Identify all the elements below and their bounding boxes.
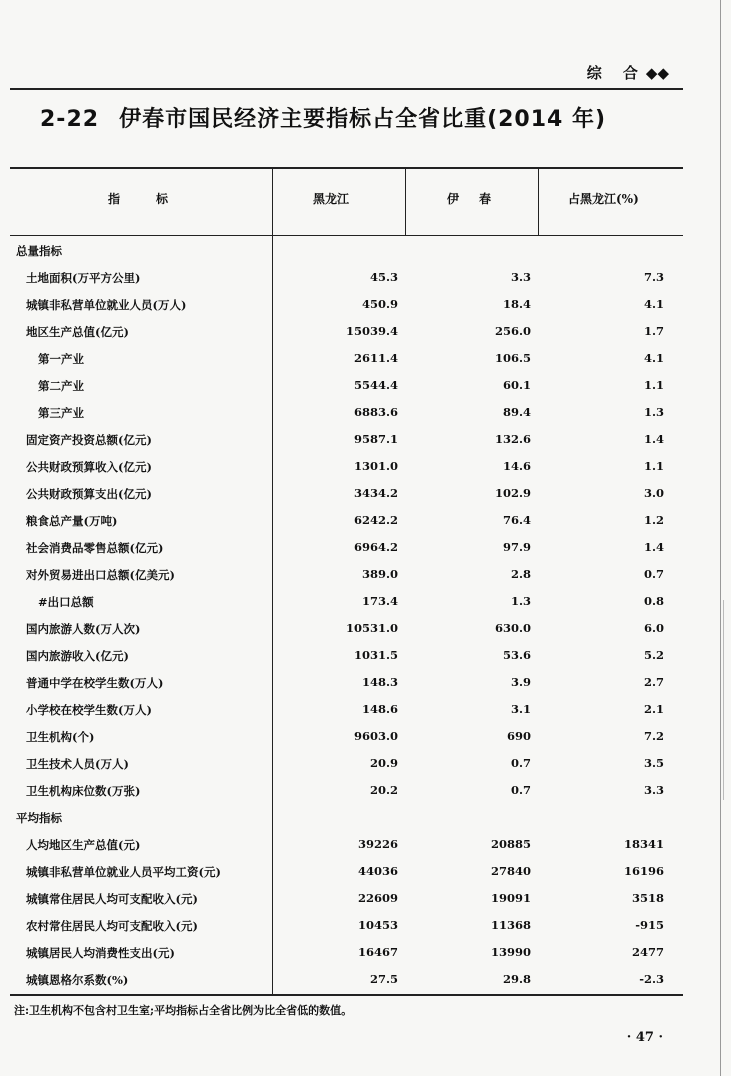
table-row [0, 857, 731, 884]
row-label: 卫生机构床位数(万张) [26, 784, 141, 798]
value-share: 0.7 [643, 567, 664, 581]
section-label: 平均指标 [16, 811, 62, 825]
value-heilongjiang: 27.5 [369, 972, 398, 986]
row-label: 公共财政预算收入(亿元) [26, 460, 152, 474]
value-yichun: 29.8 [502, 972, 531, 986]
value-yichun: 0.7 [510, 783, 531, 797]
section-row [0, 236, 731, 263]
value-share: 2.1 [643, 702, 664, 716]
value-yichun: 102.9 [494, 486, 531, 500]
value-share: 2.7 [643, 675, 664, 689]
value-heilongjiang: 20.9 [369, 756, 398, 770]
page-number: · 47 · [626, 1030, 663, 1045]
table-bottom-rule [10, 994, 683, 996]
table-row [0, 722, 731, 749]
section-row [0, 803, 731, 830]
value-heilongjiang: 9587.1 [353, 432, 398, 446]
table-row [0, 506, 731, 533]
value-share: 1.1 [643, 459, 664, 473]
table-row [0, 830, 731, 857]
value-yichun: 11368 [490, 918, 531, 932]
row-label: 公共财政预算支出(亿元) [26, 487, 152, 501]
table-row [0, 911, 731, 938]
value-heilongjiang: 9603.0 [353, 729, 398, 743]
value-heilongjiang: 44036 [357, 864, 398, 878]
value-share: 3.5 [643, 756, 664, 770]
row-label: 普通中学在校学生数(万人) [26, 676, 164, 690]
table-row [0, 425, 731, 452]
value-share: 1.4 [643, 432, 664, 446]
table-row [0, 479, 731, 506]
value-share: 3.0 [643, 486, 664, 500]
value-heilongjiang: 5544.4 [353, 378, 398, 392]
row-label: 国内旅游人数(万人次) [26, 622, 141, 636]
column-divider [405, 168, 406, 235]
value-share: -2.3 [639, 972, 664, 986]
table-row [0, 452, 731, 479]
value-heilongjiang: 173.4 [361, 594, 398, 608]
value-share: -915 [635, 918, 664, 932]
row-label: 卫生技术人员(万人) [26, 757, 129, 771]
value-share: 1.1 [643, 378, 664, 392]
section-label: 总量指标 [16, 244, 62, 258]
value-yichun: 13990 [490, 945, 531, 959]
value-heilongjiang: 1301.0 [353, 459, 398, 473]
value-share: 18341 [623, 837, 664, 851]
value-share: 1.2 [643, 513, 664, 527]
table-row [0, 749, 731, 776]
table-row [0, 965, 731, 992]
table-row [0, 317, 731, 344]
row-label: 城镇常住居民人均可支配收入(元) [26, 892, 198, 906]
value-share: 7.3 [643, 270, 664, 284]
row-label: 土地面积(万平方公里) [26, 271, 141, 285]
value-heilongjiang: 15039.4 [345, 324, 398, 338]
row-label: 对外贸易进出口总额(亿美元) [26, 568, 175, 582]
value-yichun: 27840 [490, 864, 531, 878]
value-heilongjiang: 389.0 [361, 567, 398, 581]
value-yichun: 630.0 [494, 621, 531, 635]
value-yichun: 14.6 [502, 459, 531, 473]
row-label: 第二产业 [38, 379, 84, 393]
value-yichun: 89.4 [502, 405, 531, 419]
row-label: 小学校在校学生数(万人) [26, 703, 152, 717]
value-yichun: 3.9 [510, 675, 531, 689]
value-heilongjiang: 45.3 [369, 270, 398, 284]
row-label: 城镇非私营单位就业人员(万人) [26, 298, 187, 312]
table-row [0, 668, 731, 695]
row-label: 人均地区生产总值(元) [26, 838, 141, 852]
table-footnote: 注:卫生机构不包含村卫生室;平均指标占全省比例为比全省低的数值。 [14, 1004, 353, 1017]
row-label: 国内旅游收入(亿元) [26, 649, 129, 663]
table-row [0, 641, 731, 668]
column-header-heilongjiang: 黑龙江 [313, 192, 350, 206]
table-row [0, 560, 731, 587]
table-row [0, 371, 731, 398]
value-heilongjiang: 10531.0 [345, 621, 398, 635]
row-label: 地区生产总值(亿元) [26, 325, 129, 339]
value-heilongjiang: 148.3 [361, 675, 398, 689]
header-rule [10, 88, 683, 90]
table-number: 2-22 [40, 107, 100, 132]
section-header [587, 62, 669, 83]
value-yichun: 60.1 [502, 378, 531, 392]
value-share: 7.2 [643, 729, 664, 743]
value-yichun: 690 [506, 729, 531, 743]
row-label: 社会消费品零售总额(亿元) [26, 541, 164, 555]
value-yichun: 2.8 [510, 567, 531, 581]
row-label: 农村常住居民人均可支配收入(元) [26, 919, 198, 933]
value-yichun: 3.3 [510, 270, 531, 284]
value-yichun: 53.6 [502, 648, 531, 662]
row-label: 第三产业 [38, 406, 84, 420]
value-heilongjiang: 20.2 [369, 783, 398, 797]
table-top-rule [10, 167, 683, 169]
value-heilongjiang: 6883.6 [353, 405, 398, 419]
row-label: 城镇恩格尔系数(%) [26, 973, 129, 987]
value-heilongjiang: 22609 [357, 891, 398, 905]
row-label: 卫生机构(个) [26, 730, 95, 744]
value-share: 6.0 [643, 621, 664, 635]
value-share: 3518 [631, 891, 664, 905]
value-heilongjiang: 2611.4 [353, 351, 398, 365]
column-divider [538, 168, 539, 235]
section-header-label: 综 合 [586, 64, 646, 82]
value-yichun: 3.1 [510, 702, 531, 716]
column-header-share: 占黑龙江(%) [568, 192, 639, 206]
table-title [40, 102, 680, 133]
value-yichun: 0.7 [510, 756, 531, 770]
table-row [0, 587, 731, 614]
value-heilongjiang: 10453 [357, 918, 398, 932]
value-yichun: 19091 [490, 891, 531, 905]
value-heilongjiang: 1031.5 [353, 648, 398, 662]
table-body [0, 236, 731, 992]
value-share: 1.4 [643, 540, 664, 554]
value-heilongjiang: 6242.2 [353, 513, 398, 527]
value-share: 4.1 [643, 297, 664, 311]
table-row [0, 290, 731, 317]
diamond-icon: ◆◆ [645, 64, 669, 82]
table-title-text: 伊春市国民经济主要指标占全省比重(2014 年) [119, 107, 607, 132]
value-yichun: 256.0 [494, 324, 531, 338]
value-share: 16196 [623, 864, 664, 878]
table-row [0, 695, 731, 722]
column-header-indicator: 指标 [108, 192, 205, 206]
table-row [0, 533, 731, 560]
value-share: 3.3 [643, 783, 664, 797]
table-row [0, 398, 731, 425]
value-heilongjiang: 39226 [357, 837, 398, 851]
value-share: 1.3 [643, 405, 664, 419]
row-label: 第一产业 [38, 352, 84, 366]
table-row [0, 344, 731, 371]
value-heilongjiang: 148.6 [361, 702, 398, 716]
row-label: 城镇非私营单位就业人员平均工资(元) [26, 865, 221, 879]
value-yichun: 18.4 [502, 297, 531, 311]
value-yichun: 106.5 [494, 351, 531, 365]
row-label: 固定资产投资总额(亿元) [26, 433, 152, 447]
value-share: 4.1 [643, 351, 664, 365]
value-heilongjiang: 450.9 [361, 297, 398, 311]
value-yichun: 76.4 [502, 513, 531, 527]
value-share: 5.2 [643, 648, 664, 662]
value-share: 2477 [631, 945, 664, 959]
table-row [0, 938, 731, 965]
value-share: 0.8 [643, 594, 664, 608]
column-header-yichun: 伊春 [447, 192, 512, 206]
row-label: 粮食总产量(万吨) [26, 514, 118, 528]
table-row [0, 614, 731, 641]
value-yichun: 1.3 [510, 594, 531, 608]
row-label: #出口总额 [38, 595, 94, 609]
value-heilongjiang: 3434.2 [353, 486, 398, 500]
value-heilongjiang: 16467 [357, 945, 398, 959]
table-row [0, 776, 731, 803]
value-share: 1.7 [643, 324, 664, 338]
row-label: 城镇居民人均消费性支出(元) [26, 946, 175, 960]
value-yichun: 20885 [490, 837, 531, 851]
table-row [0, 884, 731, 911]
table-row [0, 263, 731, 290]
value-heilongjiang: 6964.2 [353, 540, 398, 554]
value-yichun: 97.9 [502, 540, 531, 554]
value-yichun: 132.6 [494, 432, 531, 446]
